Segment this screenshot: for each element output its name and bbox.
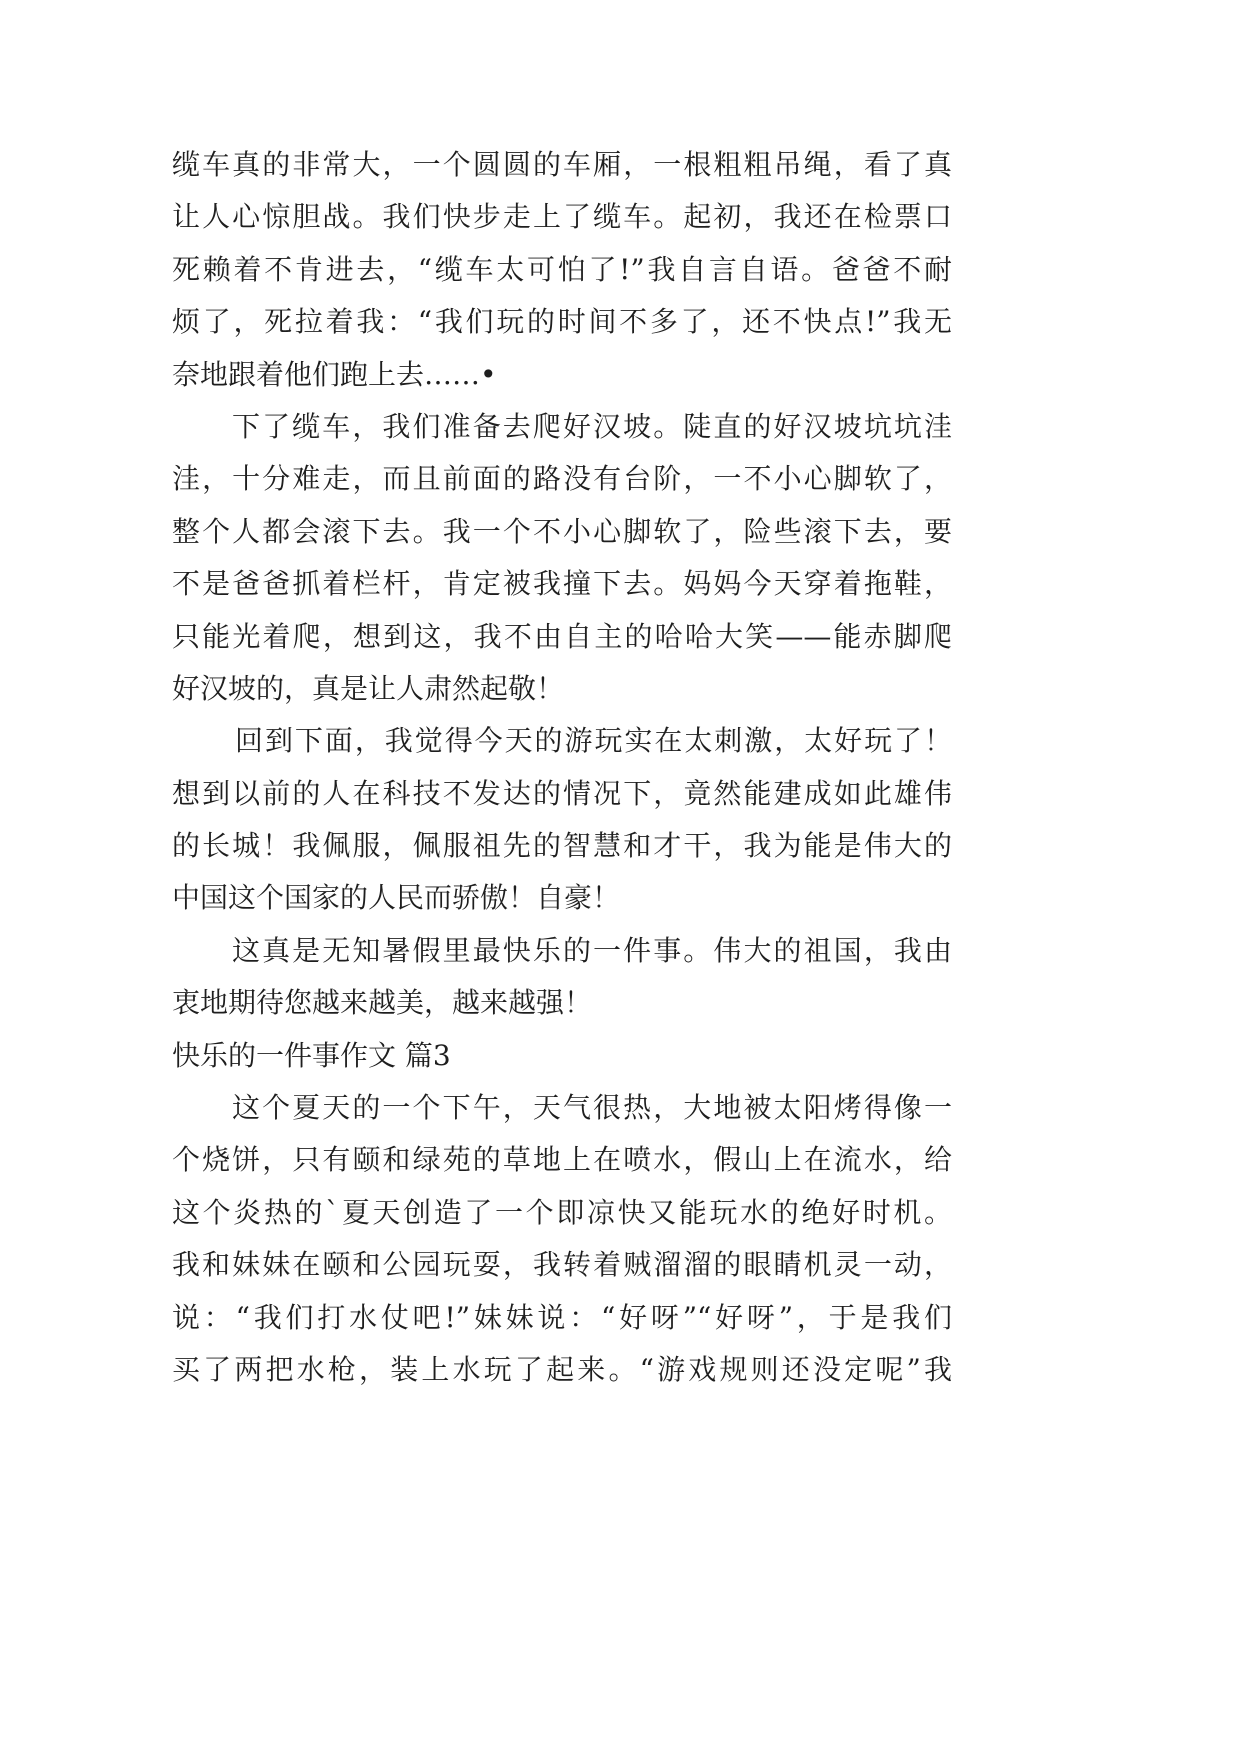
text-line: 洼，十分难走，而且前面的路没有台阶，一不小心脚软了， [172, 462, 952, 496]
text-line: 让人心惊胆战。我们快步走上了缆车。起初，我还在检票口 [172, 200, 952, 234]
text-line: 这真是无知暑假里最快乐的一件事。伟大的祖国，我由 [232, 933, 952, 967]
text-line: 下了缆车，我们准备去爬好汉坡。陡直的好汉坡坑坑洼 [232, 409, 952, 443]
text-line: 回到下面，我觉得今天的游玩实在太刺激，太好玩了！ [235, 724, 952, 758]
text-line: 这个夏天的一个下午，天气很热，大地被太阳烤得像一 [232, 1091, 952, 1125]
text-line: 我和妹妹在颐和公园玩耍，我转着贼溜溜的眼睛机灵一动， [172, 1248, 952, 1282]
text-line: 奈地跟着他们跑上去……• [172, 357, 497, 391]
text-line: 说：“我们打水仗吧!”妹妹说：“好呀”“好呀”，于是我们 [172, 1300, 952, 1334]
section-heading: 快乐的一件事作文 篇3 [172, 1038, 451, 1072]
text-line: 只能光着爬，想到这，我不由自主的哈哈大笑——能赤脚爬 [172, 619, 952, 653]
text-line: 买了两把水枪，装上水玩了起来。“游戏规则还没定呢”我 [172, 1352, 952, 1386]
text-line: 的长城！我佩服，佩服祖先的智慧和才干，我为能是伟大的 [172, 829, 952, 863]
text-line: 死赖着不肯进去，“缆车太可怕了!”我自言自语。爸爸不耐 [172, 252, 952, 286]
text-line: 想到以前的人在科技不发达的情况下，竟然能建成如此雄伟 [172, 776, 952, 810]
paragraph [172, 715, 952, 925]
paragraph [172, 925, 952, 1030]
text-line: 缆车真的非常大，一个圆圆的车厢，一根粗粗吊绳，看了真 [172, 148, 952, 181]
paragraph [172, 401, 952, 715]
text-line: 衷地期待您越来越美，越来越强！ [172, 986, 593, 1020]
text-line: 个烧饼，只有颐和绿苑的草地上在喷水，假山上在流水，给 [172, 1143, 952, 1177]
text-line: 烦了，死拉着我：“我们玩的时间不多了，还不快点!”我无 [172, 305, 952, 339]
text-line: 这个炎热的`夏天创造了一个即凉快又能玩水的绝好时机。 [172, 1195, 952, 1229]
document-page-text [172, 139, 952, 1396]
text-line: 好汉坡的，真是让人肃然起敬！ [172, 671, 565, 705]
text-line: 整个人都会滚下去。我一个不小心脚软了，险些滚下去，要 [172, 514, 952, 548]
text-line: 中国这个国家的人民而骄傲！自豪！ [172, 881, 621, 915]
paragraph-continued [172, 139, 952, 401]
text-line: 不是爸爸抓着栏杆，肯定被我撞下去。妈妈今天穿着拖鞋， [172, 567, 952, 601]
paragraph [172, 1082, 952, 1396]
